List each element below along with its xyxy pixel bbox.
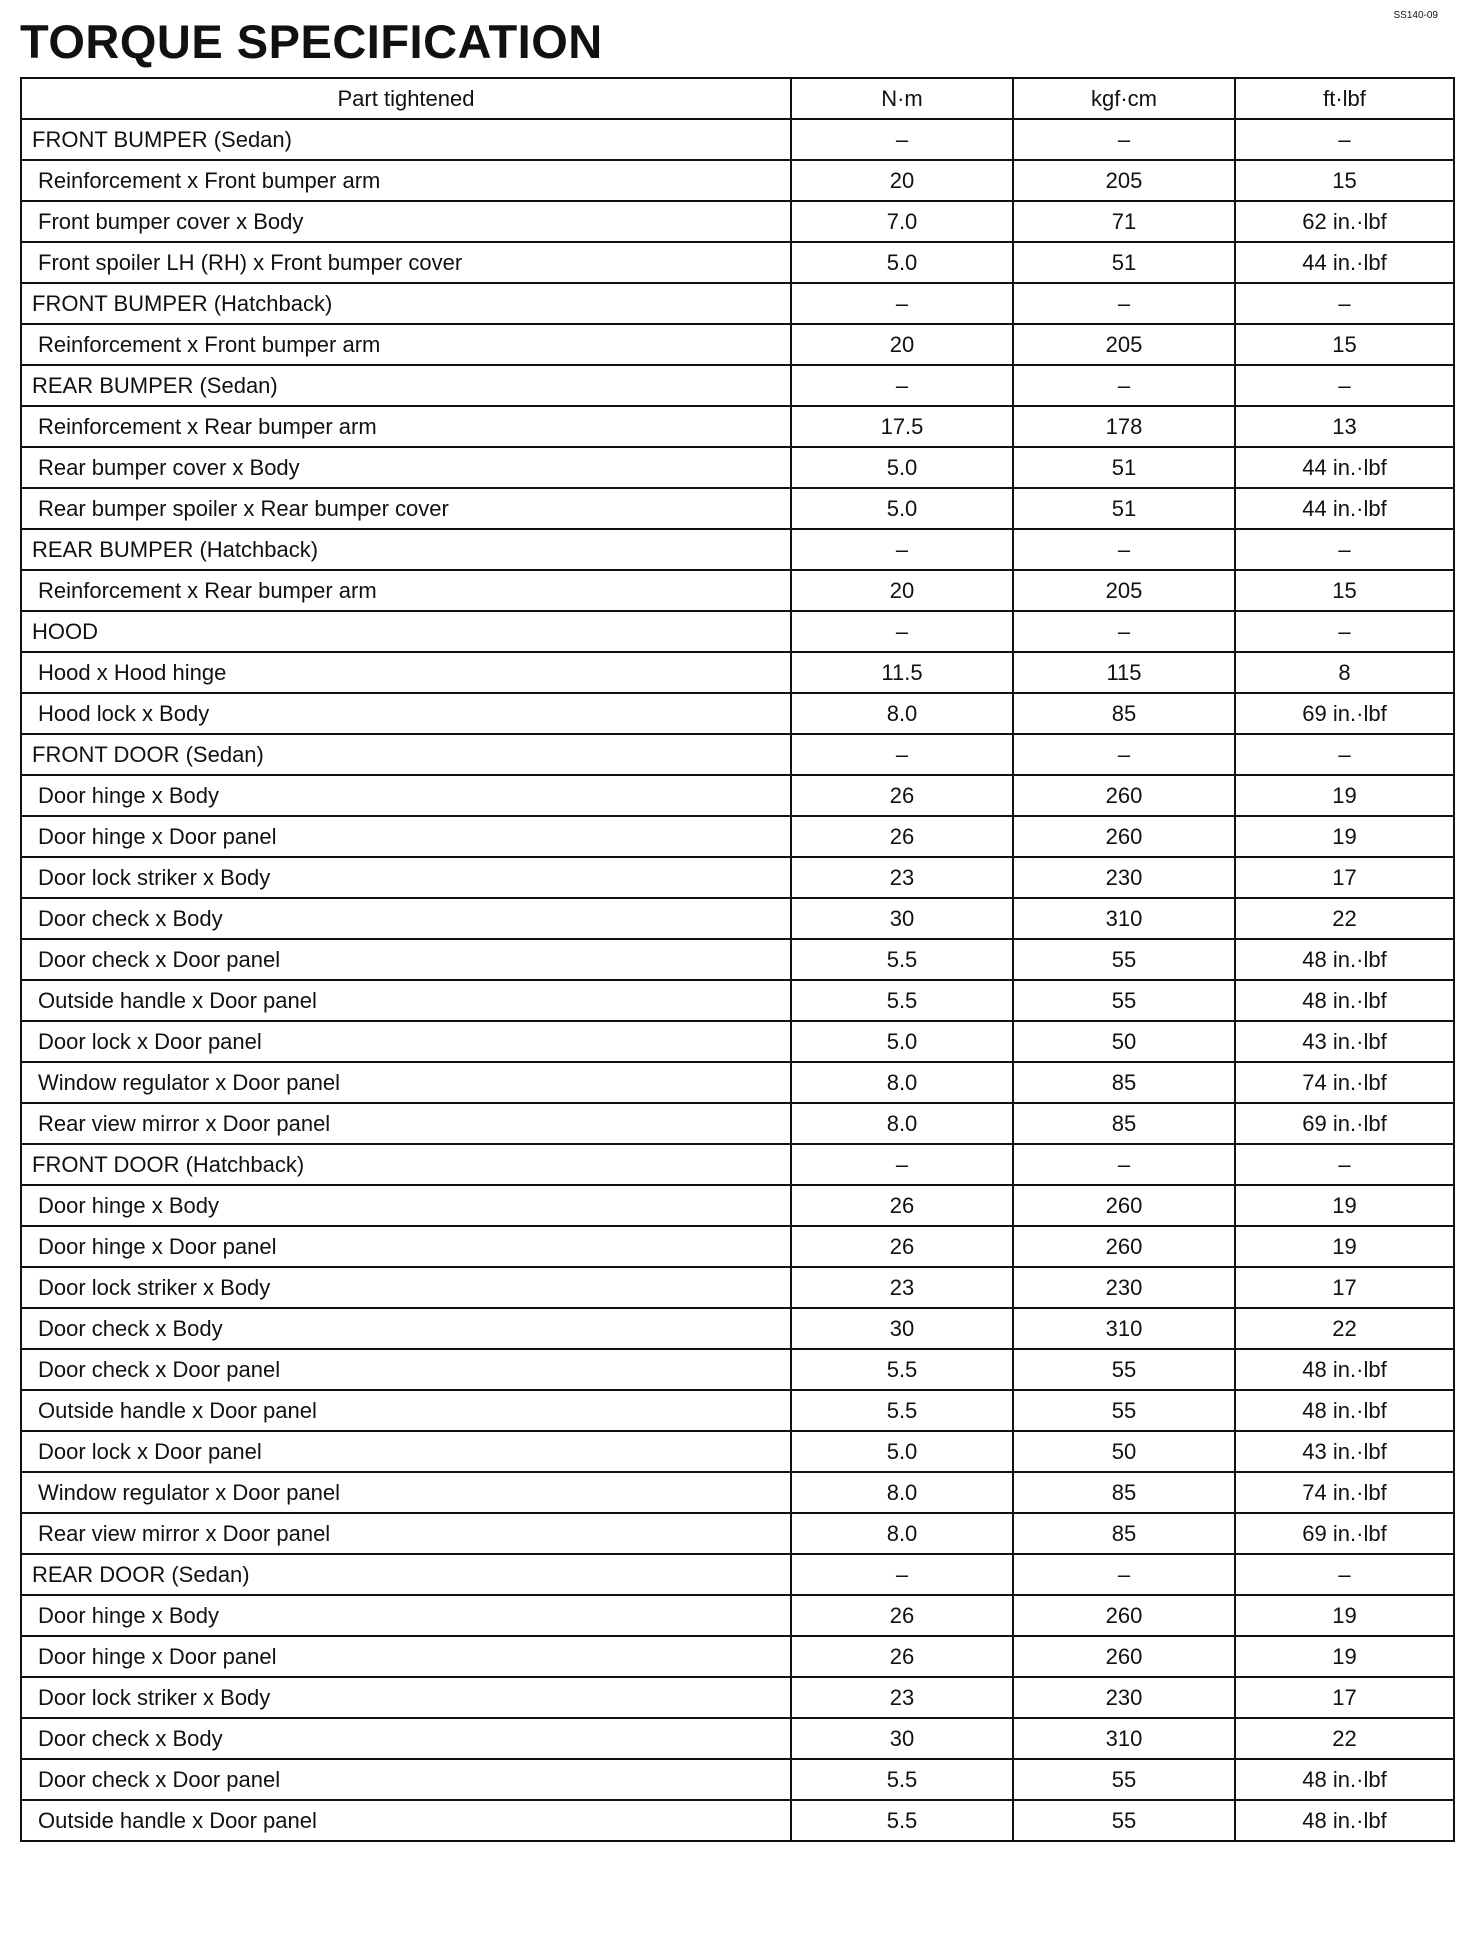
ft-lbf-cell: 74 in.·lbf [1235, 1062, 1454, 1103]
ft-lbf-cell: 74 in.·lbf [1235, 1472, 1454, 1513]
table-row [21, 447, 1454, 488]
kgf-cm-cell: – [1013, 734, 1235, 775]
part-cell: Door hinge x Body [21, 1595, 791, 1636]
kgf-cm-cell: 55 [1013, 1759, 1235, 1800]
table-row [21, 324, 1454, 365]
part-cell: Door check x Door panel [21, 1349, 791, 1390]
part-cell: Rear view mirror x Door panel [21, 1513, 791, 1554]
table-row [21, 201, 1454, 242]
ft-lbf-cell: 17 [1235, 1677, 1454, 1718]
part-cell: Reinforcement x Front bumper arm [21, 160, 791, 201]
ft-lbf-cell: 17 [1235, 1267, 1454, 1308]
table-row [21, 939, 1454, 980]
kgf-cm-cell: 85 [1013, 1103, 1235, 1144]
ft-lbf-cell: 48 in.·lbf [1235, 939, 1454, 980]
section-row [21, 1144, 1454, 1185]
kgf-cm-cell: – [1013, 119, 1235, 160]
ft-lbf-cell: 8 [1235, 652, 1454, 693]
kgf-cm-cell: 51 [1013, 447, 1235, 488]
nm-cell: 5.0 [791, 447, 1013, 488]
table-row [21, 1595, 1454, 1636]
nm-cell: 26 [791, 1226, 1013, 1267]
kgf-cm-cell: 260 [1013, 816, 1235, 857]
nm-cell: 23 [791, 1677, 1013, 1718]
nm-cell: 26 [791, 775, 1013, 816]
nm-cell: 26 [791, 1595, 1013, 1636]
ft-lbf-cell: 43 in.·lbf [1235, 1431, 1454, 1472]
ft-lbf-cell: 48 in.·lbf [1235, 980, 1454, 1021]
ft-lbf-cell: – [1235, 529, 1454, 570]
ft-lbf-cell: – [1235, 1144, 1454, 1185]
nm-cell: 23 [791, 1267, 1013, 1308]
kgf-cm-cell: 260 [1013, 1185, 1235, 1226]
document-code: SS140-09 [1393, 10, 1438, 21]
table-row [21, 570, 1454, 611]
kgf-cm-cell: 205 [1013, 324, 1235, 365]
ft-lbf-cell: 69 in.·lbf [1235, 1103, 1454, 1144]
part-cell: Door lock striker x Body [21, 1267, 791, 1308]
nm-cell: 23 [791, 857, 1013, 898]
kgf-cm-cell: 51 [1013, 488, 1235, 529]
nm-cell: 20 [791, 570, 1013, 611]
part-cell: Door hinge x Door panel [21, 1226, 791, 1267]
kgf-cm-cell: 55 [1013, 1390, 1235, 1431]
kgf-cm-cell: 85 [1013, 1513, 1235, 1554]
kgf-cm-cell: 55 [1013, 1349, 1235, 1390]
part-cell: FRONT BUMPER (Hatchback) [21, 283, 791, 324]
nm-cell: 5.5 [791, 1800, 1013, 1841]
table-row [21, 693, 1454, 734]
nm-cell: 5.5 [791, 980, 1013, 1021]
ft-lbf-cell: 44 in.·lbf [1235, 447, 1454, 488]
section-row [21, 119, 1454, 160]
section-row [21, 734, 1454, 775]
kgf-cm-cell: 260 [1013, 775, 1235, 816]
part-cell: REAR BUMPER (Sedan) [21, 365, 791, 406]
table-row [21, 1021, 1454, 1062]
header-row [21, 78, 1454, 119]
kgf-cm-cell: 115 [1013, 652, 1235, 693]
kgf-cm-cell: 178 [1013, 406, 1235, 447]
nm-cell: 8.0 [791, 1472, 1013, 1513]
part-cell: HOOD [21, 611, 791, 652]
table-row [21, 1308, 1454, 1349]
ft-lbf-cell: 22 [1235, 1308, 1454, 1349]
nm-cell: 20 [791, 160, 1013, 201]
part-cell: Door lock striker x Body [21, 1677, 791, 1718]
table-row [21, 160, 1454, 201]
nm-cell: – [791, 283, 1013, 324]
section-row [21, 283, 1454, 324]
kgf-cm-cell: 55 [1013, 980, 1235, 1021]
table-row [21, 816, 1454, 857]
nm-cell: 8.0 [791, 693, 1013, 734]
part-cell: Outside handle x Door panel [21, 980, 791, 1021]
ft-lbf-cell: 43 in.·lbf [1235, 1021, 1454, 1062]
section-row [21, 365, 1454, 406]
part-cell: Reinforcement x Rear bumper arm [21, 406, 791, 447]
kgf-cm-cell: 55 [1013, 939, 1235, 980]
nm-cell: 30 [791, 1308, 1013, 1349]
nm-cell: 5.5 [791, 1759, 1013, 1800]
table-row [21, 1431, 1454, 1472]
part-cell: Outside handle x Door panel [21, 1390, 791, 1431]
kgf-cm-cell: 230 [1013, 857, 1235, 898]
part-cell: Door hinge x Door panel [21, 1636, 791, 1677]
part-cell: REAR BUMPER (Hatchback) [21, 529, 791, 570]
part-cell: Door check x Door panel [21, 939, 791, 980]
torque-table [20, 77, 1455, 1842]
nm-cell: 20 [791, 324, 1013, 365]
part-cell: Reinforcement x Front bumper arm [21, 324, 791, 365]
ft-lbf-cell: 19 [1235, 1595, 1454, 1636]
table-row [21, 406, 1454, 447]
ft-lbf-cell: – [1235, 734, 1454, 775]
header-part-tightened: Part tightened [21, 78, 791, 119]
table-row [21, 857, 1454, 898]
ft-lbf-cell: 19 [1235, 775, 1454, 816]
nm-cell: 5.0 [791, 1431, 1013, 1472]
part-cell: Window regulator x Door panel [21, 1472, 791, 1513]
nm-cell: 5.5 [791, 1390, 1013, 1431]
nm-cell: – [791, 611, 1013, 652]
nm-cell: 17.5 [791, 406, 1013, 447]
part-cell: FRONT BUMPER (Sedan) [21, 119, 791, 160]
table-row [21, 1513, 1454, 1554]
part-cell: Door hinge x Door panel [21, 816, 791, 857]
ft-lbf-cell: 19 [1235, 816, 1454, 857]
ft-lbf-cell: 44 in.·lbf [1235, 242, 1454, 283]
ft-lbf-cell: 69 in.·lbf [1235, 693, 1454, 734]
kgf-cm-cell: – [1013, 529, 1235, 570]
section-row [21, 529, 1454, 570]
table-body [21, 119, 1454, 1841]
kgf-cm-cell: 85 [1013, 1472, 1235, 1513]
nm-cell: 5.5 [791, 1349, 1013, 1390]
ft-lbf-cell: 48 in.·lbf [1235, 1349, 1454, 1390]
table-row [21, 1103, 1454, 1144]
nm-cell: 5.0 [791, 488, 1013, 529]
part-cell: Door hinge x Body [21, 775, 791, 816]
table-row [21, 980, 1454, 1021]
ft-lbf-cell: 19 [1235, 1226, 1454, 1267]
ft-lbf-cell: 22 [1235, 1718, 1454, 1759]
table-row [21, 1390, 1454, 1431]
nm-cell: – [791, 1554, 1013, 1595]
ft-lbf-cell: 44 in.·lbf [1235, 488, 1454, 529]
nm-cell: 8.0 [791, 1062, 1013, 1103]
page-title: TORQUE SPECIFICATION [20, 15, 603, 68]
table-row [21, 1800, 1454, 1841]
ft-lbf-cell: 15 [1235, 570, 1454, 611]
table-row [21, 898, 1454, 939]
table-row [21, 1185, 1454, 1226]
ft-lbf-cell: 15 [1235, 160, 1454, 201]
table-row [21, 1636, 1454, 1677]
kgf-cm-cell: 260 [1013, 1226, 1235, 1267]
kgf-cm-cell: 55 [1013, 1800, 1235, 1841]
table-row [21, 1226, 1454, 1267]
kgf-cm-cell: 50 [1013, 1021, 1235, 1062]
part-cell: Hood lock x Body [21, 693, 791, 734]
table-row [21, 1677, 1454, 1718]
part-cell: REAR DOOR (Sedan) [21, 1554, 791, 1595]
kgf-cm-cell: – [1013, 283, 1235, 324]
kgf-cm-cell: 205 [1013, 570, 1235, 611]
table-row [21, 1718, 1454, 1759]
kgf-cm-cell: 51 [1013, 242, 1235, 283]
nm-cell: 26 [791, 816, 1013, 857]
ft-lbf-cell: – [1235, 119, 1454, 160]
table-row [21, 1267, 1454, 1308]
nm-cell: – [791, 365, 1013, 406]
table-row [21, 1349, 1454, 1390]
nm-cell: 8.0 [791, 1103, 1013, 1144]
header-kgf-cm: kgf·cm [1013, 78, 1235, 119]
ft-lbf-cell: 48 in.·lbf [1235, 1390, 1454, 1431]
part-cell: Reinforcement x Rear bumper arm [21, 570, 791, 611]
nm-cell: – [791, 1144, 1013, 1185]
ft-lbf-cell: 19 [1235, 1636, 1454, 1677]
part-cell: Door lock x Door panel [21, 1431, 791, 1472]
nm-cell: 5.0 [791, 242, 1013, 283]
part-cell: Outside handle x Door panel [21, 1800, 791, 1841]
kgf-cm-cell: 310 [1013, 898, 1235, 939]
ft-lbf-cell: – [1235, 611, 1454, 652]
kgf-cm-cell: 230 [1013, 1267, 1235, 1308]
nm-cell: 5.0 [791, 1021, 1013, 1062]
nm-cell: 26 [791, 1185, 1013, 1226]
nm-cell: 8.0 [791, 1513, 1013, 1554]
table-row [21, 242, 1454, 283]
kgf-cm-cell: 260 [1013, 1595, 1235, 1636]
part-cell: Window regulator x Door panel [21, 1062, 791, 1103]
nm-cell: 7.0 [791, 201, 1013, 242]
nm-cell: 11.5 [791, 652, 1013, 693]
ft-lbf-cell: 22 [1235, 898, 1454, 939]
kgf-cm-cell: 260 [1013, 1636, 1235, 1677]
ft-lbf-cell: 17 [1235, 857, 1454, 898]
part-cell: Rear view mirror x Door panel [21, 1103, 791, 1144]
part-cell: Front bumper cover x Body [21, 201, 791, 242]
kgf-cm-cell: 205 [1013, 160, 1235, 201]
part-cell: Rear bumper cover x Body [21, 447, 791, 488]
ft-lbf-cell: 48 in.·lbf [1235, 1800, 1454, 1841]
nm-cell: 30 [791, 898, 1013, 939]
nm-cell: – [791, 529, 1013, 570]
table-row [21, 488, 1454, 529]
ft-lbf-cell: – [1235, 283, 1454, 324]
ft-lbf-cell: 15 [1235, 324, 1454, 365]
ft-lbf-cell: 13 [1235, 406, 1454, 447]
kgf-cm-cell: 71 [1013, 201, 1235, 242]
header-ft-lbf: ft·lbf [1235, 78, 1454, 119]
ft-lbf-cell: 62 in.·lbf [1235, 201, 1454, 242]
ft-lbf-cell: – [1235, 365, 1454, 406]
part-cell: Door check x Body [21, 898, 791, 939]
part-cell: FRONT DOOR (Sedan) [21, 734, 791, 775]
table-row [21, 1472, 1454, 1513]
ft-lbf-cell: 19 [1235, 1185, 1454, 1226]
kgf-cm-cell: – [1013, 1144, 1235, 1185]
kgf-cm-cell: 85 [1013, 1062, 1235, 1103]
table-row [21, 1759, 1454, 1800]
header-nm: N·m [791, 78, 1013, 119]
kgf-cm-cell: 230 [1013, 1677, 1235, 1718]
part-cell: Rear bumper spoiler x Rear bumper cover [21, 488, 791, 529]
kgf-cm-cell: 310 [1013, 1308, 1235, 1349]
kgf-cm-cell: – [1013, 611, 1235, 652]
table-row [21, 1062, 1454, 1103]
table-row [21, 775, 1454, 816]
kgf-cm-cell: 310 [1013, 1718, 1235, 1759]
kgf-cm-cell: – [1013, 365, 1235, 406]
nm-cell: 30 [791, 1718, 1013, 1759]
kgf-cm-cell: 50 [1013, 1431, 1235, 1472]
part-cell: Door hinge x Body [21, 1185, 791, 1226]
table-row [21, 652, 1454, 693]
nm-cell: – [791, 119, 1013, 160]
part-cell: Door check x Body [21, 1718, 791, 1759]
part-cell: Door lock striker x Body [21, 857, 791, 898]
part-cell: Front spoiler LH (RH) x Front bumper cover [21, 242, 791, 283]
part-cell: Door check x Body [21, 1308, 791, 1349]
ft-lbf-cell: 48 in.·lbf [1235, 1759, 1454, 1800]
part-cell: Door check x Door panel [21, 1759, 791, 1800]
ft-lbf-cell: – [1235, 1554, 1454, 1595]
kgf-cm-cell: 85 [1013, 693, 1235, 734]
ft-lbf-cell: 69 in.·lbf [1235, 1513, 1454, 1554]
part-cell: FRONT DOOR (Hatchback) [21, 1144, 791, 1185]
section-row [21, 611, 1454, 652]
nm-cell: – [791, 734, 1013, 775]
nm-cell: 5.5 [791, 939, 1013, 980]
section-row [21, 1554, 1454, 1595]
nm-cell: 26 [791, 1636, 1013, 1677]
part-cell: Hood x Hood hinge [21, 652, 791, 693]
part-cell: Door lock x Door panel [21, 1021, 791, 1062]
kgf-cm-cell: – [1013, 1554, 1235, 1595]
